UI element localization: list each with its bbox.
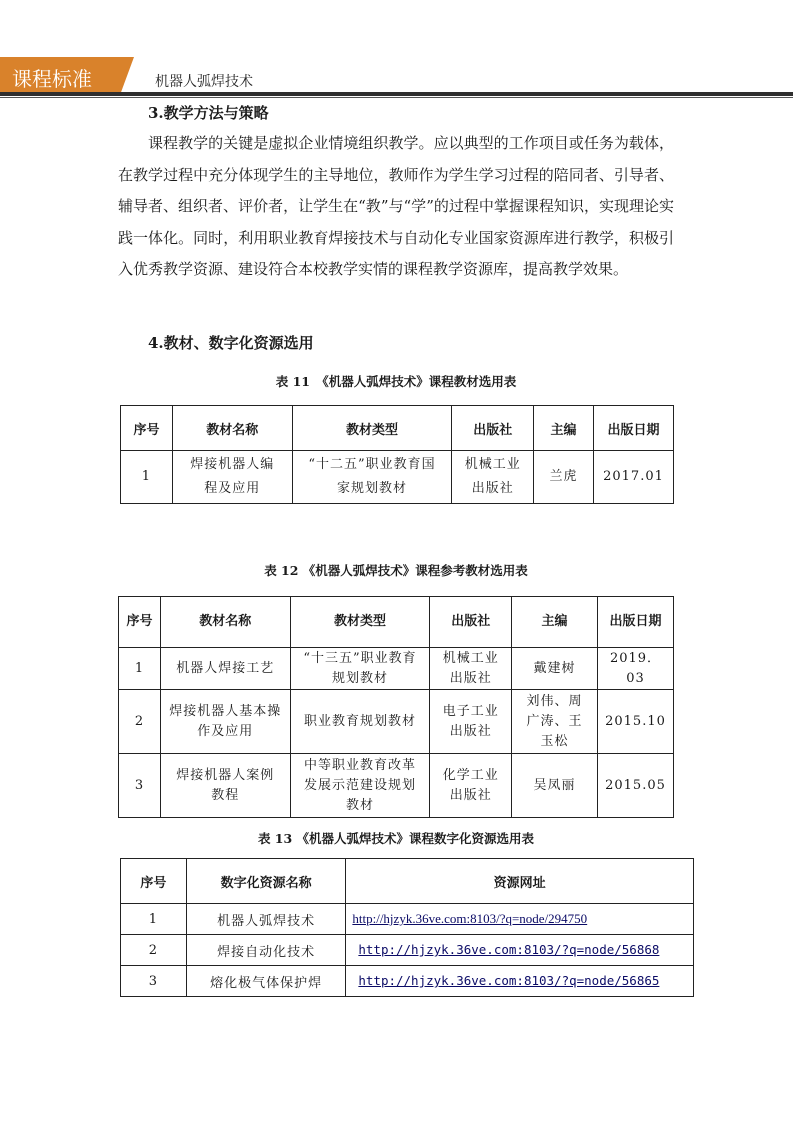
table-cell: “十三五”职业教育规划教材 [290, 648, 430, 690]
table13 [120, 858, 694, 997]
table11 [120, 405, 674, 504]
course-title: 机器人弧焊技术 [155, 74, 253, 90]
header-rule [0, 92, 793, 96]
header-tab-title: 课程标准 [12, 67, 92, 91]
table-cell: 戴建树 [512, 648, 598, 690]
table-cell: 电子工业出版社 [430, 690, 512, 754]
table-cell: 焊接机器人基本操作及应用 [160, 690, 290, 754]
table13-header-cell: 数字化资源名称 [186, 859, 346, 904]
table-cell: 3 [121, 966, 187, 997]
table11-header-cell: 序号 [121, 406, 173, 451]
table12-header-cell: 教材名称 [160, 597, 290, 648]
table12-header-cell: 序号 [119, 597, 161, 648]
table-cell: 焊接机器人案例教程 [160, 754, 290, 818]
table-cell: 机械工业出版社 [452, 451, 534, 504]
table-cell: 2015.10 [597, 690, 673, 754]
table-row [121, 966, 694, 997]
section3-paragraph [118, 128, 674, 286]
table-cell: 焊接自动化技术 [186, 935, 346, 966]
table12-caption: 表 12 《机器人弧焊技术》课程参考教材选用表 [264, 563, 528, 578]
header-rule-thin [0, 97, 793, 98]
resource-link[interactable]: http://hjzyk.36ve.com:8103/?q=node/56865 [358, 973, 660, 988]
table-cell: 机器人焊接工艺 [160, 648, 290, 690]
table-cell: 1 [119, 648, 161, 690]
table-cell: “十二五”职业教育国家规划教材 [292, 451, 452, 504]
table-cell: 兰虎 [534, 451, 594, 504]
table13-header-cell: 序号 [121, 859, 187, 904]
table-row [119, 648, 674, 690]
table-cell: 职业教育规划教材 [290, 690, 430, 754]
table-cell: 2017.01 [594, 451, 674, 504]
table12 [118, 596, 674, 818]
header-tab-edge [120, 57, 134, 95]
table12-header-cell: 主编 [512, 597, 598, 648]
table-cell [346, 904, 694, 935]
table13-header-row [121, 859, 694, 904]
table12-header-row [119, 597, 674, 648]
table-cell: 2 [119, 690, 161, 754]
table11-header-cell: 出版社 [452, 406, 534, 451]
table-cell: 2015.05 [597, 754, 673, 818]
table-cell: 中等职业教育改革发展示范建设规划教材 [290, 754, 430, 818]
resource-link[interactable]: http://hjzyk.36ve.com:8103/?q=node/56868 [358, 942, 660, 957]
section3-heading: 3.教学方法与策略 [148, 104, 269, 122]
table-row [121, 935, 694, 966]
table-cell: 焊接机器人编程及应用 [172, 451, 292, 504]
table12-header-cell: 出版社 [430, 597, 512, 648]
table-row [119, 754, 674, 818]
table-cell [346, 935, 694, 966]
table12-header-cell: 教材类型 [290, 597, 430, 648]
table13-header-cell: 资源网址 [346, 859, 694, 904]
table-cell: 2 [121, 935, 187, 966]
table11-header-row [121, 406, 674, 451]
table11-header-cell: 教材类型 [292, 406, 452, 451]
table-cell: 3 [119, 754, 161, 818]
table11-header-cell: 主编 [534, 406, 594, 451]
table12-header-cell: 出版日期 [597, 597, 673, 648]
table11-header-cell: 出版日期 [594, 406, 674, 451]
table11-caption: 表 11 《机器人弧焊技术》课程教材选用表 [275, 374, 517, 389]
table-cell: 吴凤丽 [512, 754, 598, 818]
table-row [121, 904, 694, 935]
table13-caption: 表 13 《机器人弧焊技术》课程数字化资源选用表 [257, 831, 535, 846]
table-cell [346, 966, 694, 997]
table-cell: 机器人弧焊技术 [186, 904, 346, 935]
section4-heading: 4.教材、数字化资源选用 [148, 334, 314, 352]
table-cell: 熔化极气体保护焊 [186, 966, 346, 997]
table-row [119, 690, 674, 754]
section3-paragraph-text: 课程教学的关键是虚拟企业情境组织教学。应以典型的工作项目或任务为载体，在教学过程中充分体现学生的主导地位，教师作为学生学习过程的陪同者、引导者、辅导者、组织者、评价者，让学生在“教”与“学”的过程中掌握课程知识，实现理论实践一体化。同时，利用职业教育焊接技术与自动化专业国家资源库进行教学，积极引入优秀教学资源、建设符合本校教学实情的课程教学资源库，提高教学效果。 [118, 134, 674, 278]
table-row [121, 451, 674, 504]
table-cell: 化学工业出版社 [430, 754, 512, 818]
table11-header-cell: 教材名称 [172, 406, 292, 451]
table-cell: 刘伟、周广涛、王玉松 [512, 690, 598, 754]
resource-link[interactable]: http://hjzyk.36ve.com:8103/?q=node/294750 [352, 911, 588, 926]
table-cell: 1 [121, 451, 173, 504]
table-cell: 机械工业出版社 [430, 648, 512, 690]
table-cell: 1 [121, 904, 187, 935]
table-cell: 2019．03 [597, 648, 673, 690]
